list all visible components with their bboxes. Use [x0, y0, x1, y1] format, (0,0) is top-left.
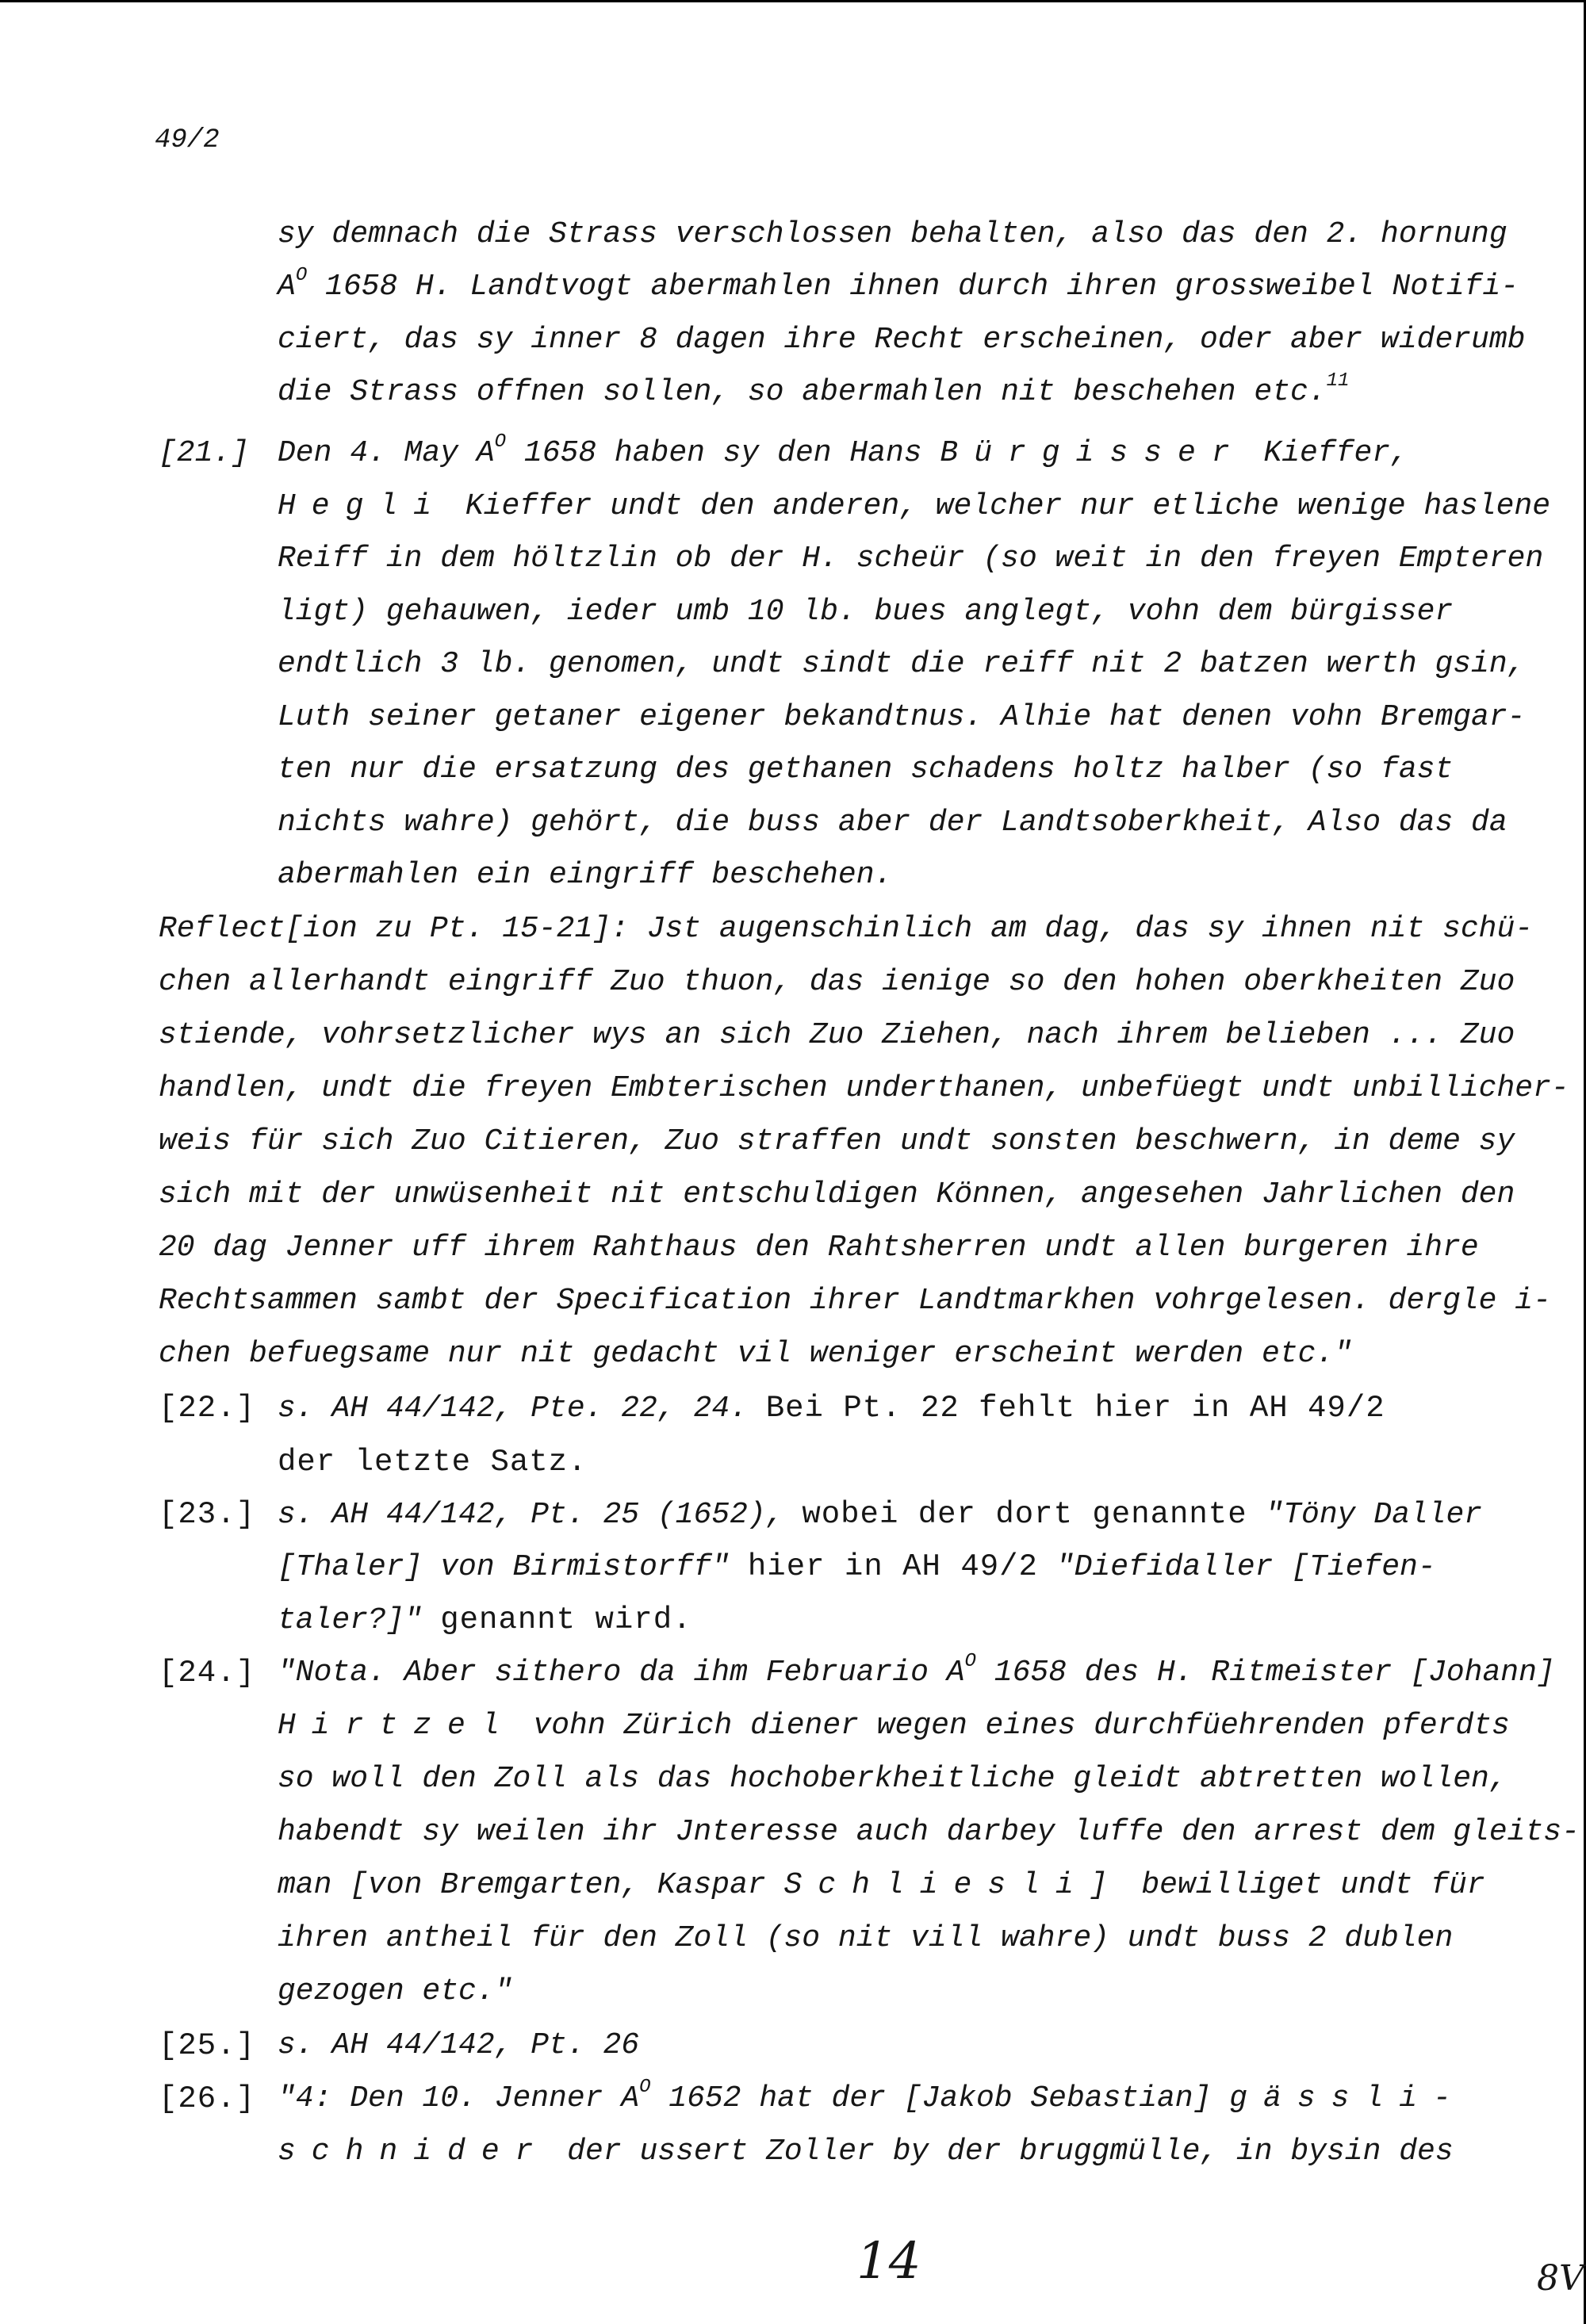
text-line-31: habendt sy weilen ihr Jnteresse auch darbey luffe den arrest dem gleits- [278, 1815, 1580, 1849]
text-line-16: stiende, vohrsetzlicher wys an sich Zuo Ziehen, nach ihrem belieben ... Zuo [159, 1018, 1515, 1052]
text-line-12: nichts wahre) gehört, die buss aber der Landtsoberkheit, Also das da [278, 806, 1507, 840]
bracket-25: [25.] [159, 2028, 256, 2063]
page-number: 49/2 [155, 125, 220, 155]
text-line-8: ligt) gehauwen, ieder umb 10 lb. bues anglegt, vohn dem bürgisser [278, 595, 1454, 629]
text-line-28: "Nota. Aber sithero da ihm Februario $A^O$ 1658 des H. Ritmeister [Johann] [278, 1651, 1555, 1690]
bracket-23: [23.] [159, 1497, 256, 1532]
text-line-22: chen befuegsame nur nit gedacht vil weniger erscheint werden etc." [159, 1337, 1353, 1371]
text-line-21: Rechtsammen sambt der Specification ihrer Landtmarkhen vohrgelesen. dergle i- [159, 1284, 1551, 1318]
text-line-3: ciert, das sy inner 8 dagen ihre Recht erscheinen, oder aber widerumb [278, 323, 1526, 357]
text-line-10: Luth seiner getaner eigener bekandtnus. Alhie hat denen vohn Bremgar- [278, 700, 1526, 734]
bracket-26: [26.] [159, 2081, 256, 2116]
text-line-17: handlen, undt die freyen Embterischen underthanen, unbefüegt undt unbillicher- [159, 1071, 1569, 1105]
text-line-13: abermahlen ein eingriff beschehen. [278, 858, 893, 892]
text-line-36: "4: Den 10. Jenner $A^O$ 1652 hat der [Jakob Sebastian] gässli- [278, 2077, 1467, 2115]
text-line-37: schnider der ussert Zoller by der bruggmülle, in bysin des [278, 2134, 1454, 2169]
text-line-34: gezogen etc." [278, 1974, 513, 2008]
text-line-25: s. AH 44/142, Pt. 25 (1652), wobei der dort genannte "Töny Daller [278, 1497, 1483, 1532]
text-line-23: s. AH 44/142, Pte. 22, 24. Bei Pt. 22 fehlt hier in AH 49/2 [278, 1391, 1385, 1426]
text-line-7: Reiff in dem höltzlin ob der H. scheür (so weit in den freyen Empteren [278, 542, 1544, 576]
text-line-15: chen allerhandt eingriff Zuo thuon, das ienige so den hohen oberkheiten Zuo [159, 965, 1515, 999]
text-line-32: man [von Bremgarten, Kaspar Schliesli] bewilliget undt für [278, 1868, 1485, 1902]
text-line-1: sy demnach die Strass verschlossen behalten, also das den 2. hornung [278, 217, 1507, 251]
text-line-29: Hirtzel vohn Zürich diener wegen eines durchfüehrenden pferdts [278, 1709, 1510, 1743]
text-line-9: endtlich 3 lb. genomen, undt sindt die reiff nit 2 batzen werth gsin, [278, 647, 1526, 681]
text-line-5: Den 4. May $A^O$ 1658 haben sy den Hans Bürgisser Kieffer, [278, 431, 1408, 470]
handwritten-corner-mark: 8V [1537, 2258, 1584, 2299]
text-line-20: 20 dag Jenner uff ihrem Rahthaus den Rahtsherren undt allen burgeren ihre [159, 1231, 1479, 1265]
text-line-27: taler?]" genannt wird. [278, 1602, 692, 1637]
text-line-33: ihren antheil für den Zoll (so nit vill wahre) undt buss 2 dublen [278, 1921, 1454, 1955]
text-line-19: sich mit der unwüsenheit nit entschuldigen Können, angesehen Jahrlichen den [159, 1177, 1515, 1212]
bracket-22: [22.] [159, 1391, 256, 1426]
text-line-30: so woll den Zoll als das hochoberkheitliche gleidt abtretten wollen, [278, 1762, 1507, 1796]
text-line-6: Hegli Kieffer undt den anderen, welcher nur etliche wenige haslene [278, 489, 1551, 523]
bracket-21: [21.] [159, 436, 250, 470]
text-line-14: Reflect[ion zu Pt. 15-21]: Jst augenschinlich am dag, das sy ihnen nit schü- [159, 912, 1534, 946]
text-line-26: [Thaler] von Birmistorff" hier in AH 49/2 "Diefidaller [Tiefen- [278, 1549, 1436, 1584]
text-line-2: $A^O$ 1658 H. Landtvogt abermahlen ihnen durch ihren grossweibel Notifi- [278, 265, 1519, 304]
text-line-18: weis für sich Zuo Citieren, Zuo straffen undt sonsten beschwern, in deme sy [159, 1124, 1515, 1158]
handwritten-page-number: 14 [856, 2232, 921, 2291]
text-line-24: der letzte Satz. [278, 1445, 588, 1480]
text-line-4: die Strass offnen sollen, so abermahlen nit beschehen etc.$^{11}$ [278, 370, 1350, 409]
text-line-11: ten nur die ersatzung des gethanen schadens holtz halber (so fast [278, 752, 1454, 787]
text-line-35: s. AH 44/142, Pt. 26 [278, 2028, 640, 2062]
bracket-24: [24.] [159, 1656, 256, 1690]
